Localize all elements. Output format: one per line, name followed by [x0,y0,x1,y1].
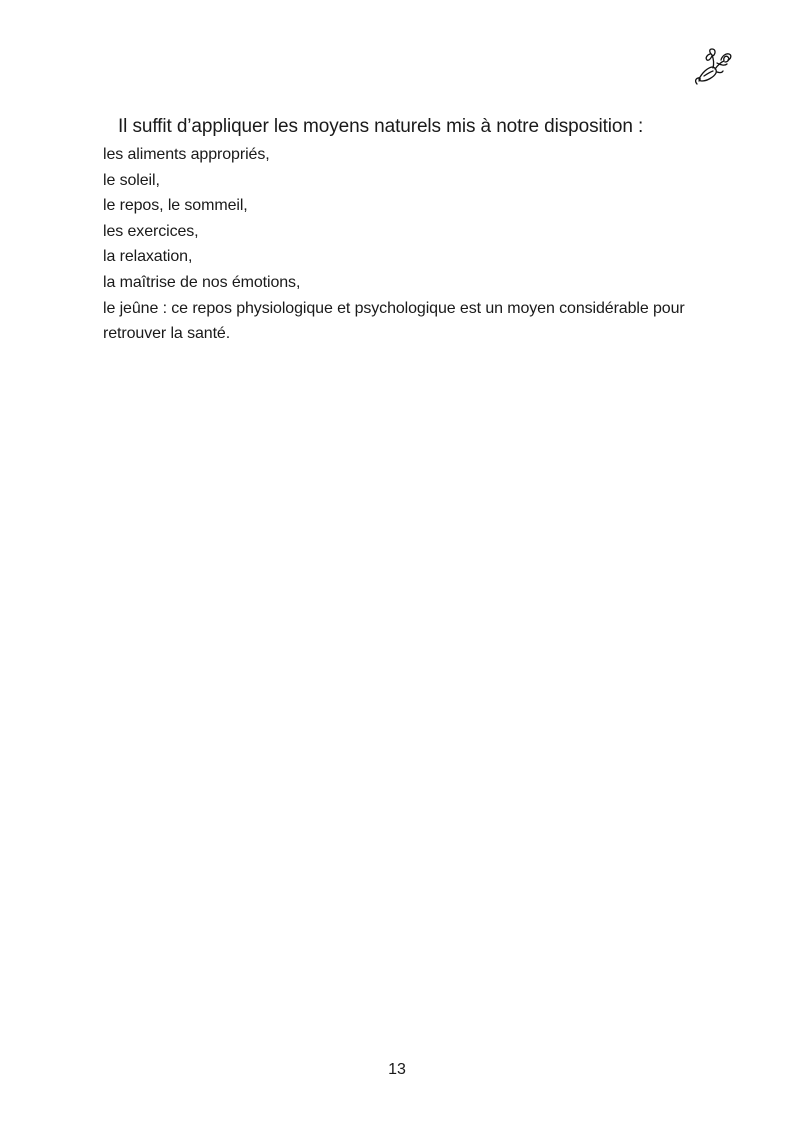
list-item: les aliments appropriés, [103,146,270,163]
natural-means-list [103,142,723,347]
list-item: la maîtrise de nos émotions, [103,273,301,291]
list-item: le repos, le sommeil, [103,197,248,215]
list-item: les exercices, [103,222,199,240]
intro-paragraph: Il suffit d’appliquer les moyens naturels mis à notre disposition : [118,116,644,137]
radish-icon [690,46,734,88]
list-item: la relaxation, [103,248,193,266]
page-number: 13 [388,1061,406,1078]
body-text [103,114,723,347]
list-item: le jeûne : ce repos physiologique et psychologique est un moyen considérable pour retrouver la santé. [103,299,685,343]
list-item: le soleil, [103,171,160,189]
